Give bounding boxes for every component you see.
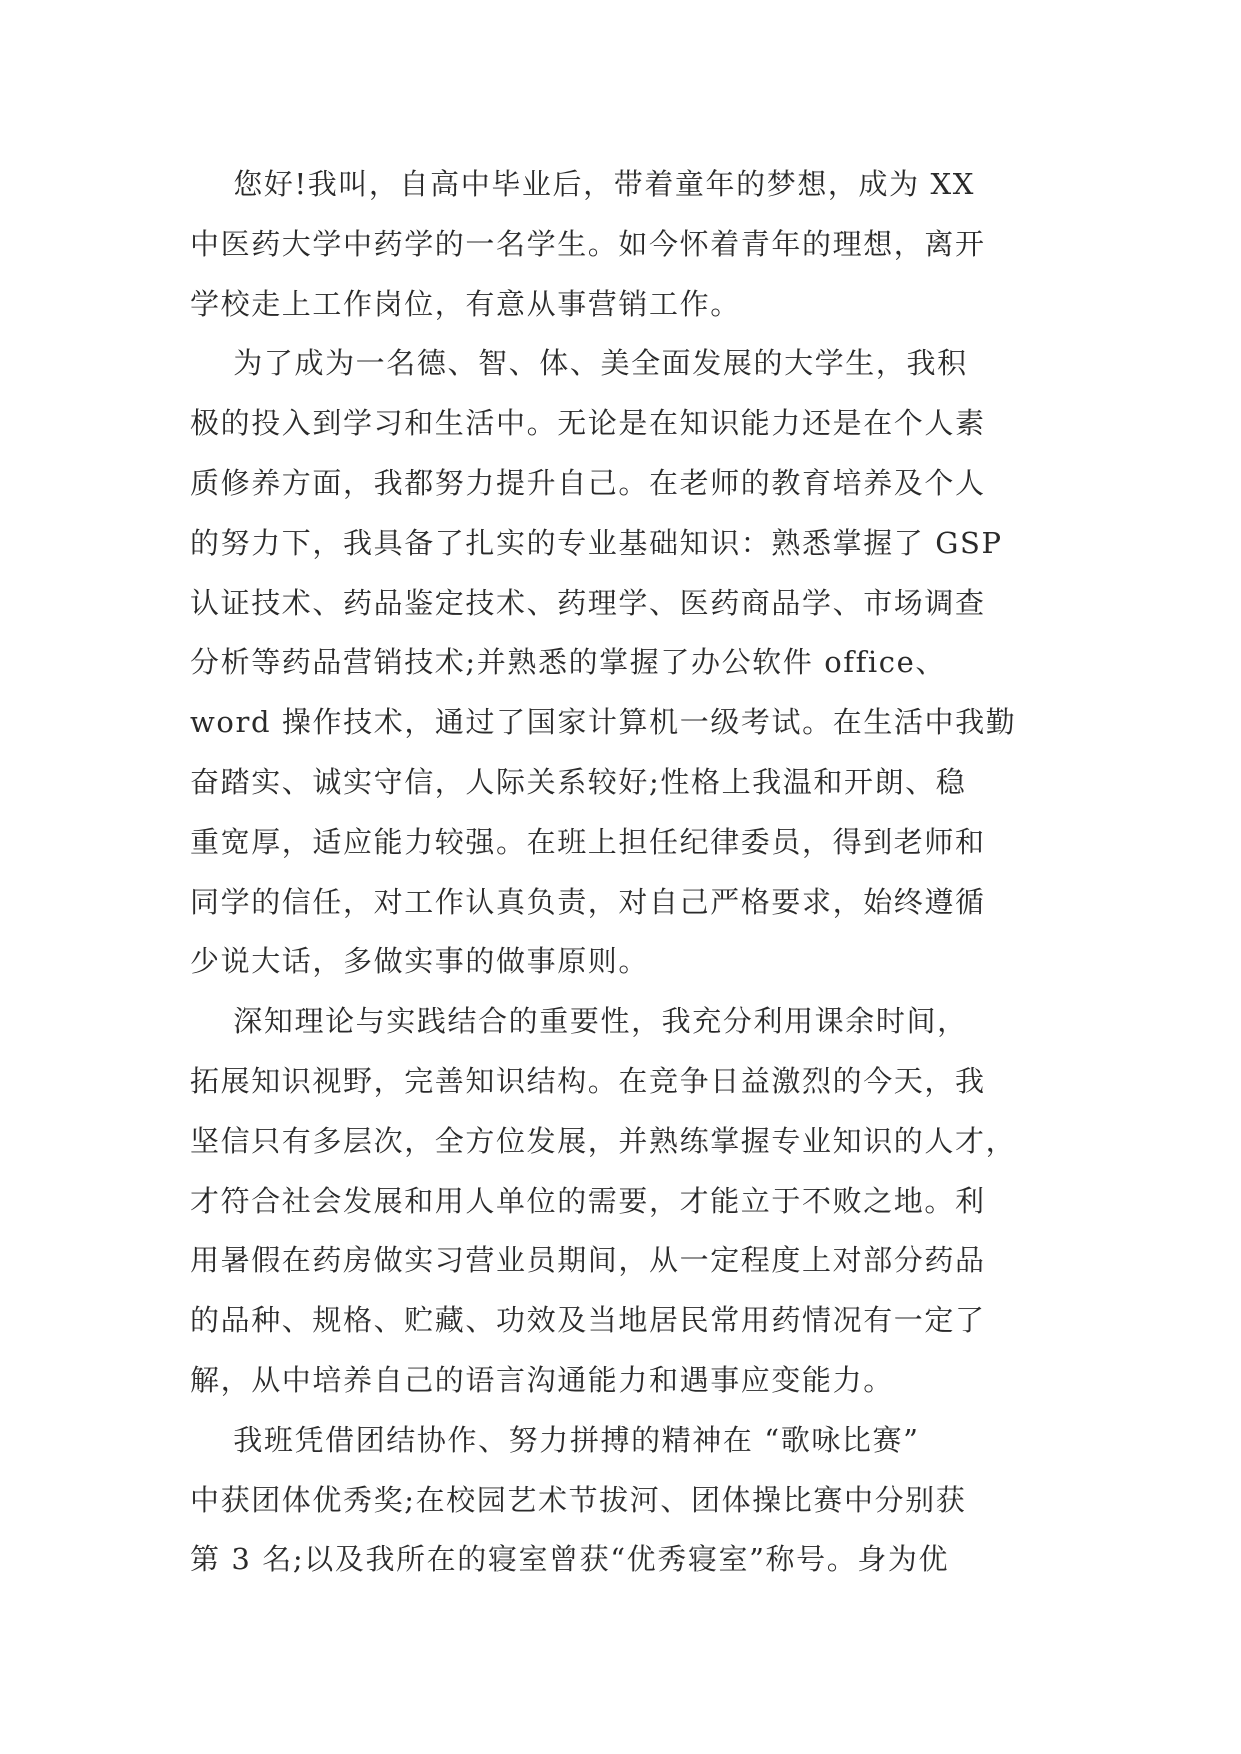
text-line: 深知理论与实践结合的重要性，我充分利用课余时间， <box>190 1004 968 1039</box>
text-line: 少说大话，多做实事的做事原则。 <box>190 944 650 979</box>
text-line: 中医药大学中药学的一名学生。如今怀着青年的理想，离开 <box>190 226 986 261</box>
text-line: 解，从中培养自己的语言沟通能力和遇事应变能力。 <box>190 1362 894 1397</box>
text-line: 您好!我叫，自高中毕业后，带着童年的梦想，成为 XX <box>190 167 976 201</box>
body-text <box>190 155 1055 1590</box>
text-line: 才符合社会发展和用人单位的需要，才能立于不败之地。利 <box>190 1183 986 1218</box>
text-line: 为了成为一名德、智、体、美全面发展的大学生，我积 <box>190 346 968 381</box>
text-line: 我班凭借团结协作、努力拼搏的精神在 “歌咏比赛” <box>190 1422 920 1457</box>
text-line: 学校走上工作岗位，有意从事营销工作。 <box>190 286 741 321</box>
text-line: 拓展知识视野，完善知识结构。在竞争日益激烈的今天，我 <box>190 1063 986 1098</box>
text-line: 坚信只有多层次，全方位发展，并熟练掌握专业知识的人才， <box>190 1123 1017 1158</box>
text-line: 中获团体优秀奖;在校园艺术节拔河、团体操比赛中分别获 <box>190 1482 967 1517</box>
text-line: 质修养方面，我都努力提升自己。在老师的教育培养及个人 <box>190 465 986 500</box>
text-line: 的品种、规格、贮藏、功效及当地居民常用药情况有一定了 <box>190 1303 986 1338</box>
text-line: 重宽厚，适应能力较强。在班上担任纪律委员，得到老师和 <box>190 824 986 859</box>
text-line: 奋踏实、诚实守信，人际关系较好;性格上我温和开朗、稳 <box>190 764 967 799</box>
text-line: 的努力下，我具备了扎实的专业基础知识：熟悉掌握了 GSP <box>190 525 1003 560</box>
text-line: 分析等药品营销技术;并熟悉的掌握了办公软件 office、 <box>190 645 946 680</box>
text-line: 第 3 名;以及我所在的寝室曾获“优秀寝室”称号。身为优 <box>190 1542 950 1577</box>
text-line: 用暑假在药房做实习营业员期间，从一定程度上对部分药品 <box>190 1243 986 1278</box>
text-line: 认证技术、药品鉴定技术、药理学、医药商品学、市场调查 <box>190 585 986 620</box>
text-line: 极的投入到学习和生活中。无论是在知识能力还是在个人素 <box>190 406 986 441</box>
text-line: 同学的信任，对工作认真负责，对自己严格要求，始终遵循 <box>190 884 986 919</box>
text-line: word 操作技术，通过了国家计算机一级考试。在生活中我勤 <box>190 705 1017 740</box>
